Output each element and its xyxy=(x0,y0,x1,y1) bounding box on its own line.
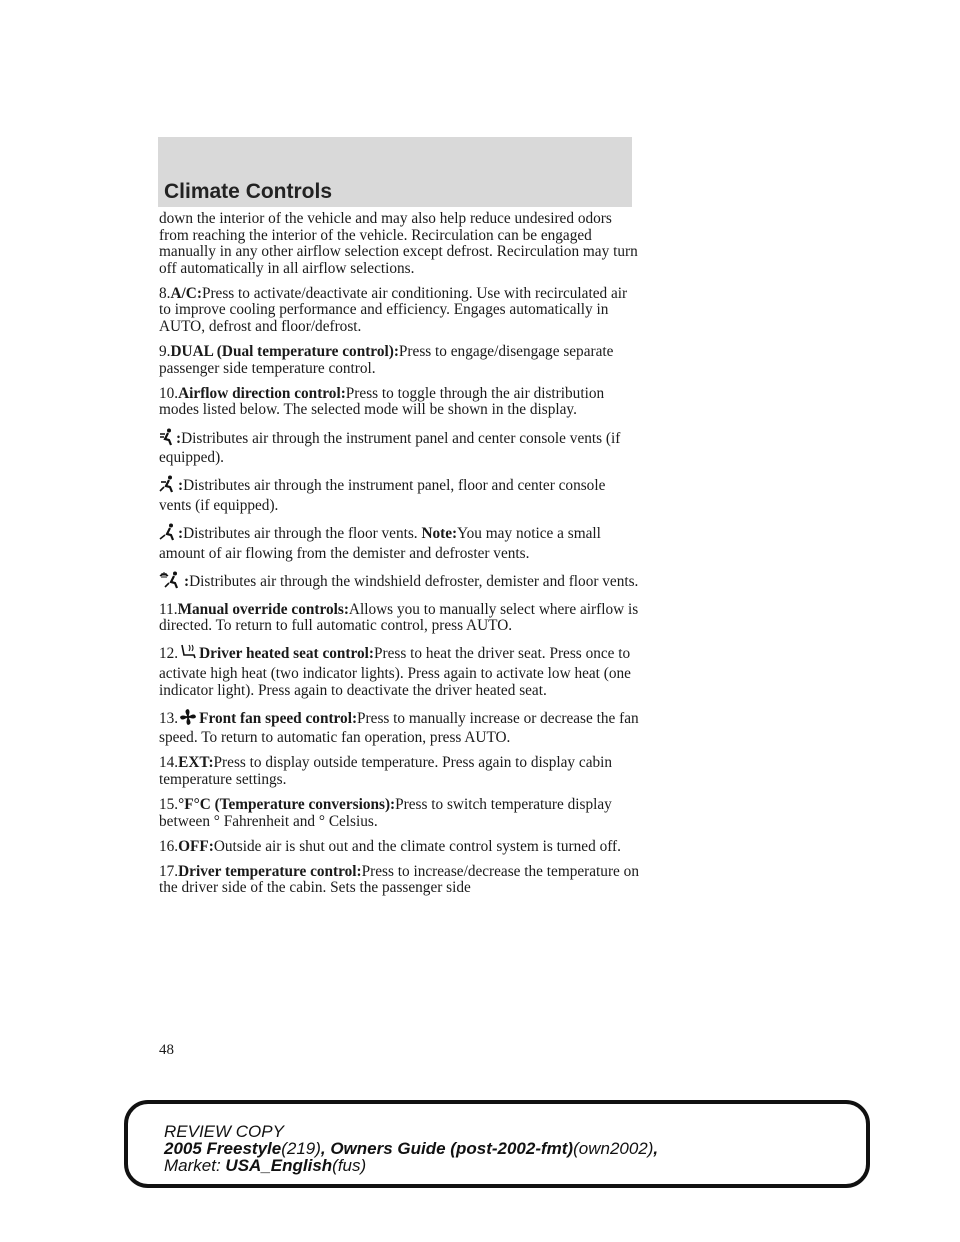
item-17: 17.Driver temperature control:Press to increase/decrease the temperature on the driver side of the cabin. Sets the passenger side xyxy=(159,862,639,897)
item-10: 10.Airflow direction control:Press to toggle through the air distribution modes listed below. The selected mode will be shown in the display. xyxy=(159,384,605,419)
item-14: 14.EXT:Press to display outside temperature. Press again to display cabin temperature settings. xyxy=(159,754,613,788)
item-16: 16.OFF:Outside air is shut out and the climate control system is turned off. xyxy=(159,837,621,855)
defrost-floor-icon xyxy=(159,571,183,594)
paragraph-intro: down the interior of the vehicle and may also help reduce undesired odors from reaching the interior of the vehicle. Recirculation can be engaged manually in any other airflow selection except defrost. Recirculation may turn off automatically in all airflow selections. xyxy=(159,210,638,277)
item-8: 8.A/C:Press to activate/deactivate air conditioning. Use with recirculated air to improve cooling performance and efficiency. Engages automatically in AUTO, defrost and floor/defrost. xyxy=(159,284,628,336)
item-13: 13. Front fan speed control:Press to manually increase or decrease the fan speed. To return to automatic fan operation, press AUTO. xyxy=(159,709,639,747)
heated-seat-icon xyxy=(178,643,198,666)
mode-panel: :Distributes air through the instrument panel and center console vents (if equipped). xyxy=(159,429,621,467)
floor-vent-icon xyxy=(159,523,177,546)
item-9: 9.DUAL (Dual temperature control):Press to engage/disengage separate passenger side temperature control. xyxy=(159,343,614,377)
item-15: 15.°F°C (Temperature conversions):Press to switch temperature display between ° Fahrenheit and ° Celsius. xyxy=(159,796,612,830)
body-text xyxy=(159,211,639,906)
page-title: Climate Controls xyxy=(164,180,333,203)
fan-icon xyxy=(178,708,198,731)
footer-market-line: Market: USA_English(fus) xyxy=(164,1156,367,1175)
mode-defrost-floor: :Distributes air through the windshield defroster, demister and floor vents. xyxy=(159,571,639,594)
page-number: 48 xyxy=(159,1042,174,1058)
mode-panel-floor: :Distributes air through the instrument panel, floor and center console vents (if equipped). xyxy=(159,477,606,514)
panel-floor-vent-icon xyxy=(159,475,177,498)
footer-model-line: 2005 Freestyle(219), Owners Guide (post-2002-fmt)(own2002), xyxy=(164,1139,659,1158)
panel-vent-icon xyxy=(159,428,175,451)
footer-review-copy: REVIEW COPY xyxy=(164,1122,284,1141)
item-12: 12. Driver heated seat control:Press to heat the driver seat. Press once to activate high heat (two indicator lights). Press again to activate low heat (one indicator light). Press again to deactivate the driver heated seat. xyxy=(159,645,631,699)
mode-floor: :Distributes air through the floor vents. Note:You may notice a small amount of air flowing from the demister and defroster vents. xyxy=(159,524,601,562)
item-11: 11.Manual override controls:Allows you to manually select where airflow is directed. To return to full automatic control, press AUTO. xyxy=(159,600,639,635)
footer-text xyxy=(164,1123,658,1174)
